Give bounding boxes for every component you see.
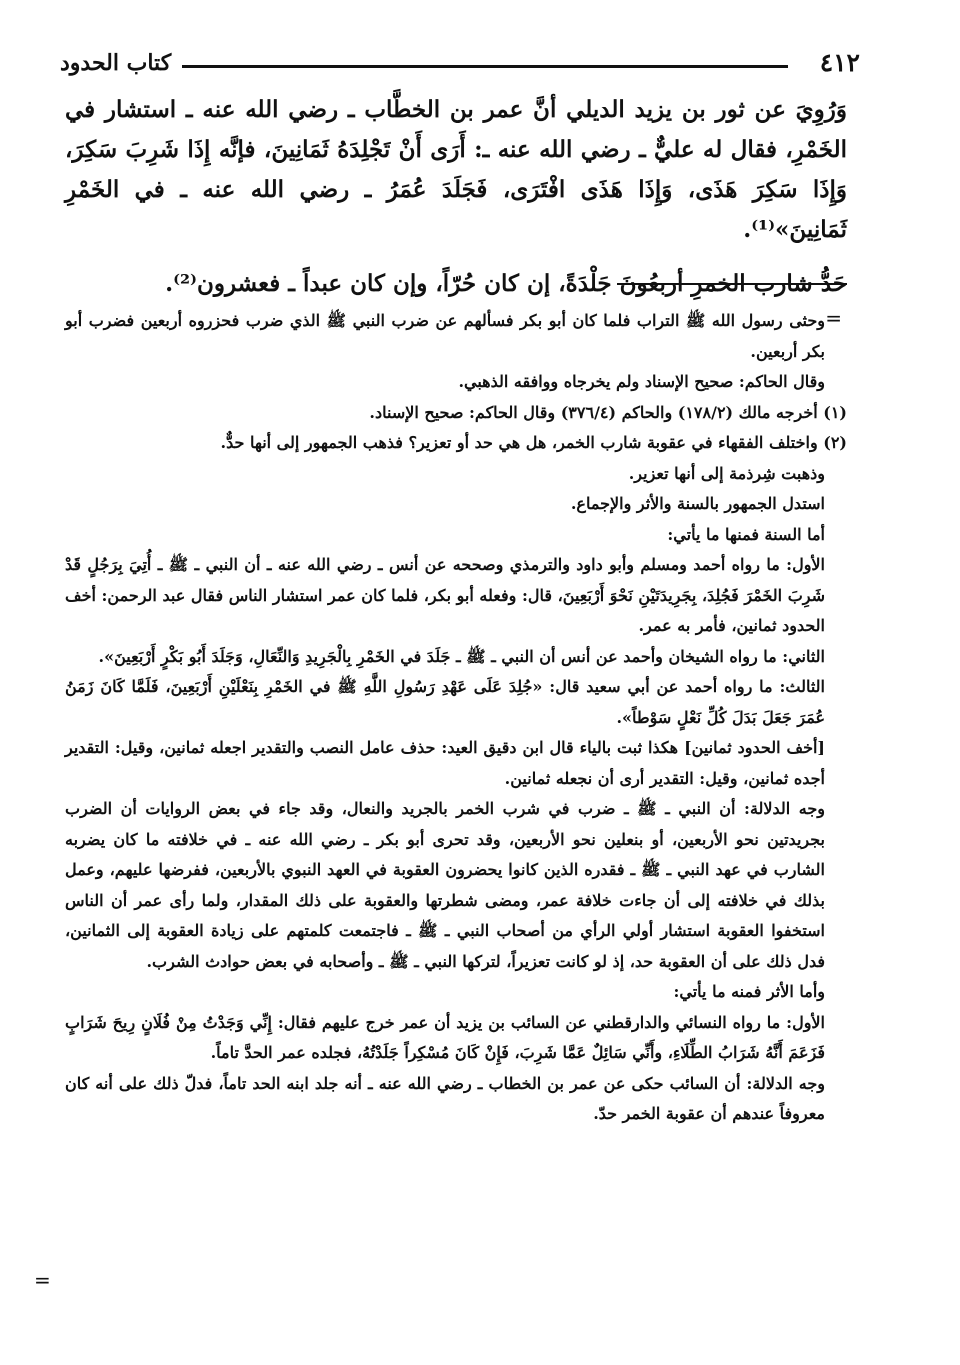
footnotes: [65, 306, 847, 1130]
main-paragraph: وَرُوِيَ عن ثور بن يزيد الديلي أنَّ عمر بن الخطَّاب ـ رضي الله عنه ـ استشار في الخَمْرِ، فقال له عليٌّ ـ رضي الله عنه ـ: أَرَى أَنْ تَجْلِدَهُ ثَمَانِينَ، فإنَّه إِذَا شَرِبَ سَكِرَ، وَإِذَا سَكِرَ هَذَى، وَإِذَا هَذَى افْتَرَى، فَجَلَدَ عُمَرُ ـ رضي الله عنه ـ في الخَمْرِ ثَمَانِينَ»⁽¹⁾.: [65, 96, 847, 243]
footnote-line: أما السنة فمنها ما يأتي:: [667, 524, 825, 544]
continuation-mark: =: [34, 1268, 51, 1292]
footnote-line: وحثى رسول الله ﷺ التراب فلما كان أبو بكر فسألهم عن ضرب النبي ﷺ الذي ضرب فحزروه أربعين فضرب أبو بكر أربعين.: [65, 311, 825, 361]
footnote-line: وجه الدلالة: أن السائب حكى عن عمر بن الخطاب ـ رضي الله عنه ـ أنه جلد ابنه الحد تاماً، فدلّ ذلك على أنه كان معروفاً عندهم أن عقوبة الخمر حدّ.: [65, 1073, 825, 1123]
footnote-line: الثالث: ما رواه أحمد عن أبي سعيد قال: «جُلِدَ عَلَى عَهْدِ رَسُولِ اللَّهِ ﷺ في الخَمْرِ بِنَعْلَيْنِ أَرْبَعِينَ، فَلَمَّا كَانَ زَمَنُ عُمَرَ جَعَلَ بَدَلَ كُلِّ نَعْلٍ سَوْطاً».: [65, 677, 826, 727]
continuation-mark: =: [825, 306, 842, 330]
main-text: [65, 90, 847, 304]
footnote-line: استدل الجمهور بالسنة والأثر والإجماع.: [570, 494, 825, 513]
footnote-line: وجه الدلالة: أن النبي ـ ﷺ ـ ضرب في شرب الخمر بالجريد والنعال، وقد جاء في بعض الروايات أن الضرب بجريدتين نحو الأربعين، أو بنعلين نحو الأربعين، وقد تحرى أبو بكر ـ رضي الله عنه ـ في خلافته ما كان يضربه الشارب في عهد النبي ـ ﷺ ـ فقدره الذين كانوا يحضرون العقوبة في العهد النبوي بالأربعين، ففرضها عليهم، وعمل بذلك في خلافته إلى أن جاءت خلافة عمر، ومضى شطرتها والعقوبة على ذلك المقدار، ولما رأى عمر أن الناس استخفوا العقوبة استشار أولي الرأي من أصحاب النبي ـ ﷺ ـ فاجتمعت كلمتهم على زيادة العقوبة إلى الثمانين، فدل ذلك على أن العقوبة حد، إذ لو كانت تعزيراً، لتركها النبي ـ ﷺ ـ وأصحابه في بعض حوادث الشرب.: [65, 799, 826, 971]
footnote-line: (٢) واختلف الفقهاء في عقوبة شارب الخمر، هل هي حد أو تعزير؟ فذهب الجمهور إلى أنها حدٌّ.: [220, 433, 847, 452]
footnote-separator: [617, 283, 847, 285]
page-number: ٤١٢: [819, 48, 860, 77]
footnote-line: وأما الأثر فمنه ما يأتي:: [673, 982, 825, 1001]
footnote-line: [أخف الحدود ثمانين] هكذا ثبت بالياء قال ابن دقيق العيد: حذف عامل النصب والتقدير اجعله ثمانين، وقيل: التقدير أجده ثمانين، وقيل: التقدير أرى أن نجعله ثمانين.: [65, 738, 825, 788]
footnote-line: وذهبت شِرذمة إلى أنها تعزير.: [628, 463, 825, 483]
footnote-line: (١) أخرجه مالك (١٧٨/٢) والحاكم (٣٧٦/٤) وقال الحاكم: صحيح الإسناد.: [369, 402, 847, 422]
footnote-line: الأول: ما رواه النسائي والدارقطني عن السائب بن يزيد أن عمر خرج عليهم فقال: إِنِّي وَجَدْتُ مِنْ فُلَانٍ رِيحَ شَرَابٍ فَزَعَمَ أَنَّهُ شَرَابُ الطِّلَاءِ، وأَنِّي سَائِلٌ عَمَّا شَرِبَ، فَإِنْ كَانَ مُسْكِراً جَلَدْتُهُ، فجلده عمر الحدَّ تاماً.: [65, 1012, 825, 1062]
main-paragraph: حَدُّ شارب الخمرِ أربعُونَ جَلْدَةً، إن كان حُرّاً، وإن كان عبداً ـ فعشرون⁽²⁾.: [165, 270, 847, 297]
footnote-line: الأول: ما رواه أحمد ومسلم وأبو داود والترمذي وصححه عن أنس ـ رضي الله عنه ـ أن النبي ـ ﷺ ـ أُتِيَ بِرَجُلٍ قَدْ شَرِبَ الخَمْرَ فَجُلِدَ، بِجَرِيدَتَيْنِ نَحْوَ أَرْبَعِينَ، قال: وفعله أبو بكر، فلما كان عمر استشار الناس فقال عبد الرحمن: أخف الحدود ثمانين، فأمر به عمر.: [65, 555, 826, 635]
footnote-line: وقال الحاكم: صحيح الإسناد ولم يخرجاه ووافقه الذهبي.: [458, 372, 825, 391]
header-rule: [182, 65, 788, 68]
footnote-line: الثاني: ما رواه الشيخان وأحمد عن أنس أن النبي ـ ﷺ ـ جَلَدَ في الخَمْرِ بِالْجَرِيدِ وَالنِّعَالِ، وَجَلَدَ أَبُو بَكْرٍ أَرْبَعِينَ».: [98, 646, 825, 666]
book-title: كتاب الحدود: [60, 50, 172, 76]
page-header: [60, 46, 860, 82]
